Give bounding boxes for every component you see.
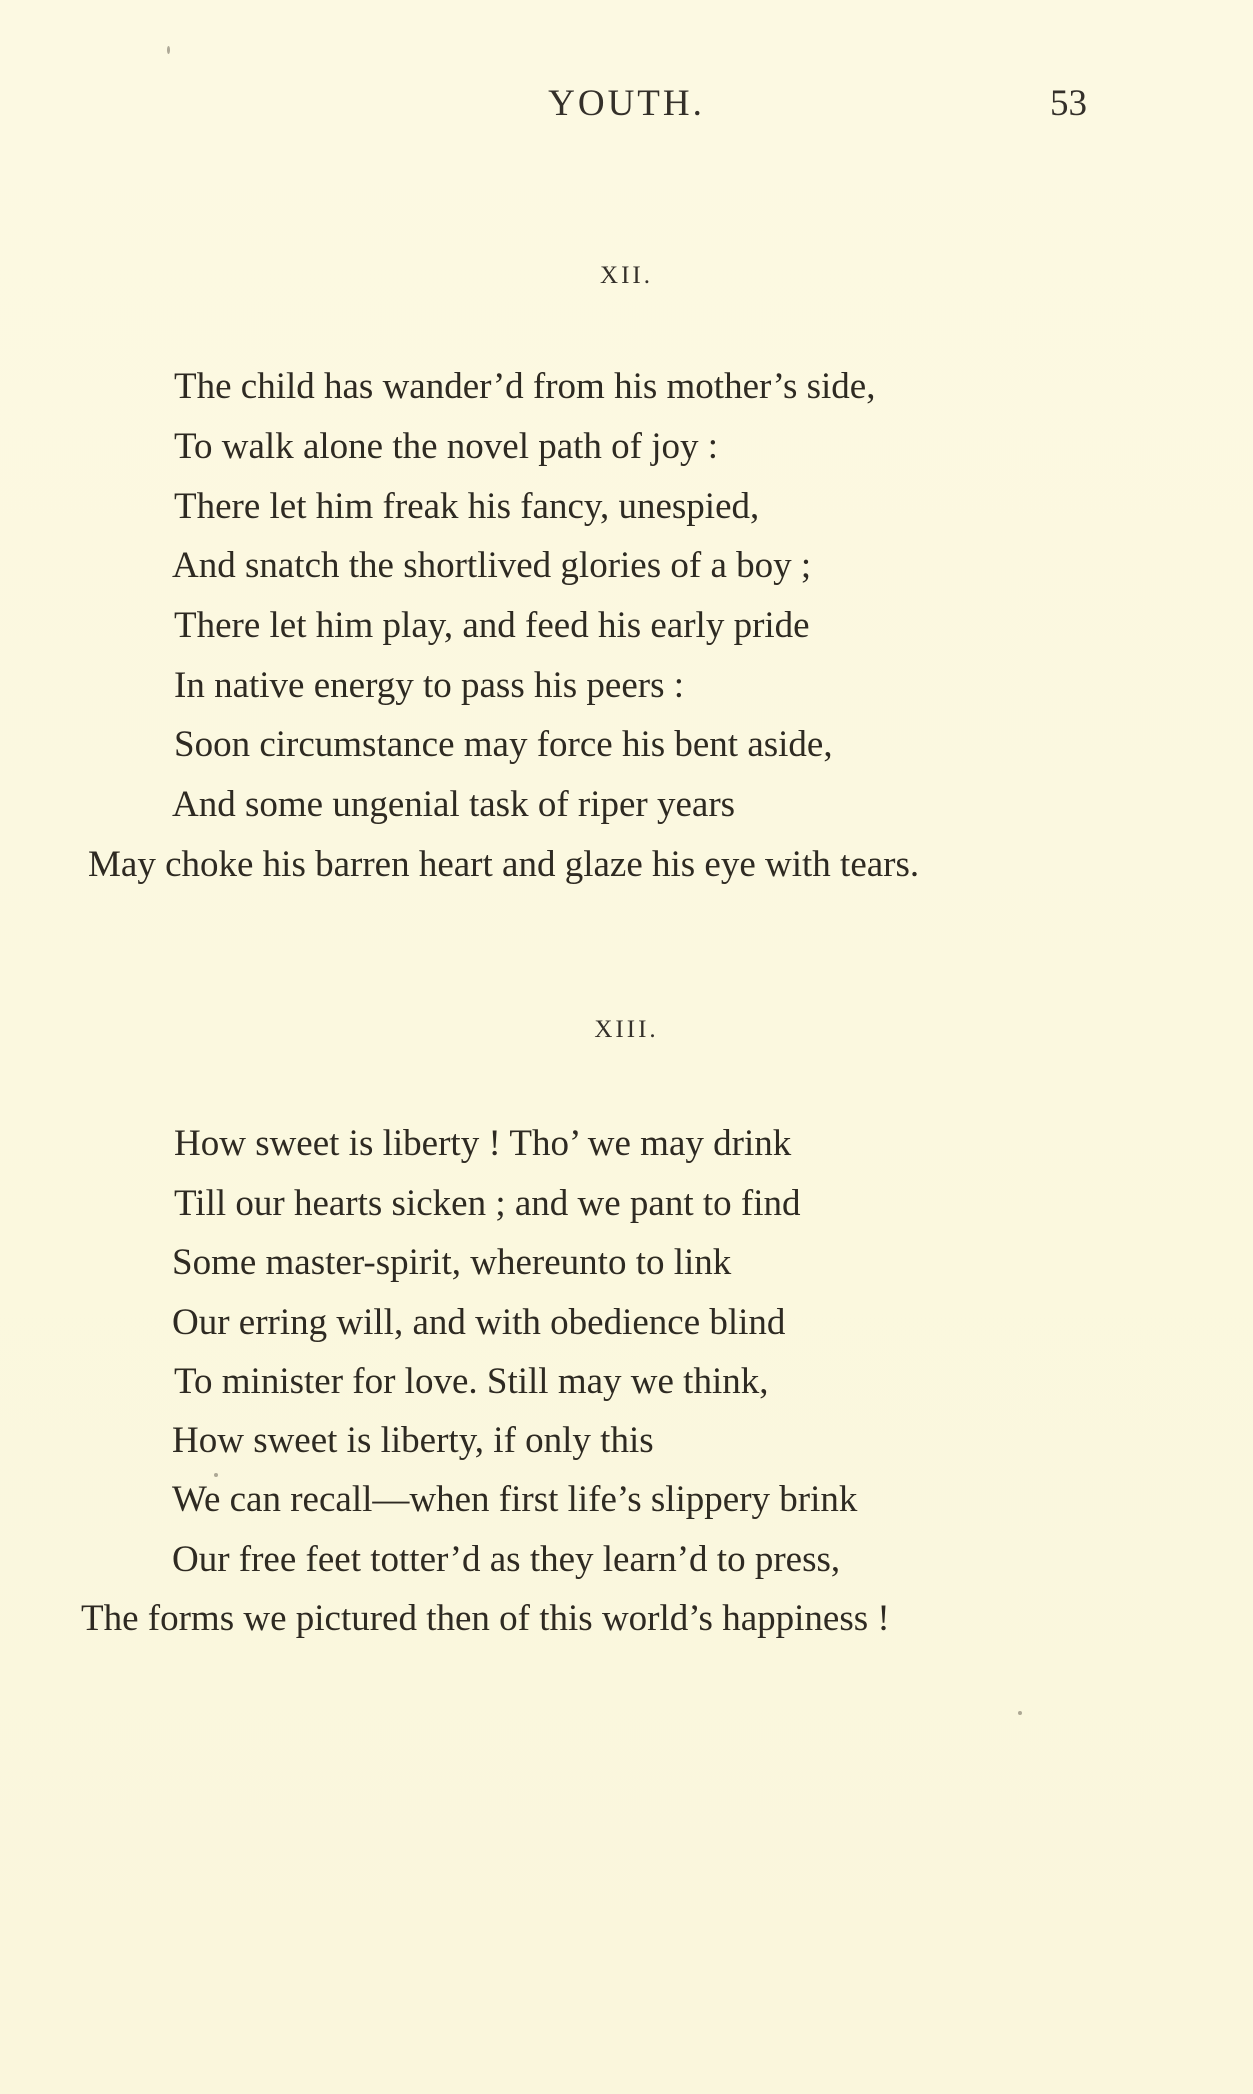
verse-line: There let him play, and feed his early pride — [174, 605, 810, 646]
verse-line: To walk alone the novel path of joy : — [174, 426, 719, 467]
verse-line: Till our hearts sicken ; and we pant to find — [174, 1183, 801, 1224]
verse-line: Soon circumstance may force his bent aside, — [174, 724, 833, 765]
running-head — [0, 82, 1253, 132]
print-speck — [214, 1473, 218, 1477]
verse-line: In native energy to pass his peers : — [174, 665, 684, 706]
stanza-number-xii: XII. — [600, 262, 653, 289]
verse-line-final: May choke his barren heart and glaze his eye with tears. — [88, 844, 920, 885]
verse-line: How sweet is liberty, if only this — [172, 1420, 654, 1461]
running-title: YOUTH. — [548, 83, 705, 124]
verse-line: There let him freak his fancy, unespied, — [174, 486, 760, 527]
verse-line: And snatch the shortlived glories of a boy ; — [172, 545, 812, 586]
print-speck — [167, 46, 170, 54]
verse-line: How sweet is liberty ! Tho’ we may drink — [174, 1123, 792, 1164]
verse-line: And some ungenial task of riper years — [172, 784, 736, 825]
verse-line: Our free feet totter’d as they learn’d to press, — [172, 1539, 841, 1580]
verse-line-final: The forms we pictured then of this world’s happiness ! — [81, 1598, 890, 1639]
page-number: 53 — [1050, 83, 1087, 124]
verse-line: To minister for love. Still may we think, — [174, 1361, 769, 1402]
stanza-number-xiii: XIII. — [594, 1016, 659, 1043]
verse-line: We can recall—when first life’s slippery brink — [172, 1479, 858, 1520]
verse-line: The child has wander’d from his mother’s side, — [174, 366, 876, 407]
verse-line: Our erring will, and with obedience blind — [172, 1302, 786, 1343]
verse-line: Some master-spirit, whereunto to link — [172, 1242, 732, 1283]
print-speck — [1018, 1711, 1022, 1715]
